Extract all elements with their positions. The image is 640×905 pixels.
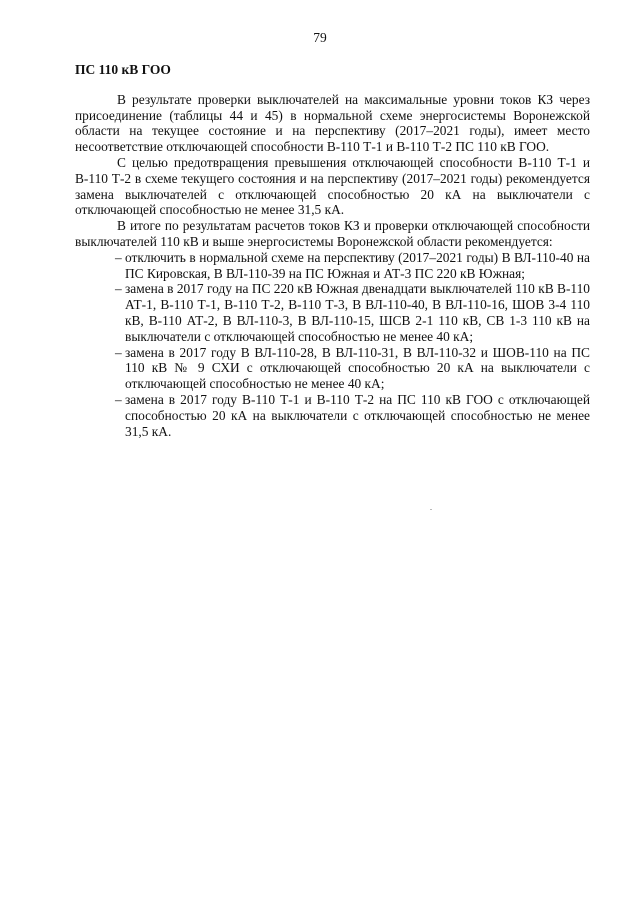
document-body: [75, 62, 590, 439]
list-item-text: замена в 2017 году В-110 Т-1 и В-110 Т-2 на ПС 110 кВ ГОО с отключающей способностью 20 кА на выключатели с отключающей способностью не менее 31,5 кА.: [125, 391, 590, 439]
list-dash: –: [115, 391, 122, 407]
list-item-text: замена в 2017 году на ПС 220 кВ Южная двенадцати выключателей 110 кВ В-110 АТ-1, В-110 Т-1, В-110 Т-2, В-110 Т-3, В ВЛ-110-40, В ВЛ-110-16, ШОВ 3-4 110 кВ, В-110 АТ-2, В ВЛ-110-3, В ВЛ-110-15, ШСВ 2-1 110 кВ, СВ 1-3 110 кВ на выключатели с отключающей способностью не менее 40 кА;: [125, 281, 590, 344]
list-item: [75, 392, 590, 439]
page-number: 79: [313, 30, 327, 45]
list-item: [75, 281, 590, 344]
scan-speck: [430, 509, 432, 510]
list-item: [75, 345, 590, 392]
paragraph-1: В результате проверки выключателей на максимальные уровни токов КЗ через присоединение (таблицы 44 и 45) в нормальной схеме энергосистемы Воронежской области на текущее состояние и на перспективу (2017–2021 годы), имеет место несоответствие отключающей способности В-110 Т-1 и В-110 Т-2 ПС 110 кВ ГОО.: [75, 91, 590, 155]
list-item-text: отключить в нормальной схеме на перспективу (2017–2021 годы) В ВЛ-110-40 на ПС Кировская, В ВЛ-110-39 на ПС Южная и АТ-3 ПС 220 кВ Южная;: [125, 249, 590, 281]
list-dash: –: [115, 281, 122, 297]
list-dash: –: [115, 344, 122, 360]
recommendation-list: [75, 250, 590, 440]
list-dash: –: [115, 249, 122, 265]
list-item-text: замена в 2017 году В ВЛ-110-28, В ВЛ-110-31, В ВЛ-110-32 и ШОВ-110 на ПС 110 кВ № 9 СХИ с отключающей способностью 20 кА на выключатели с отключающей способностью не менее 40 кА;: [125, 344, 590, 392]
section-heading: ПС 110 кВ ГОО: [75, 62, 171, 77]
paragraph-2: С целью предотвращения превышения отключающей способности В-110 Т-1 и В-110 Т-2 в схеме текущего состояния и на перспективу (2017–2021 годы) рекомендуется замена выключателей с отключающей способностью 20 кА на выключатели с отключающей способностью не менее 31,5 кА.: [75, 154, 590, 218]
paragraph-3: В итоге по результатам расчетов токов КЗ и проверки отключающей способности выключателей 110 кВ и выше энергосистемы Воронежской области рекомендуется:: [75, 218, 590, 249]
list-item: [75, 250, 590, 282]
